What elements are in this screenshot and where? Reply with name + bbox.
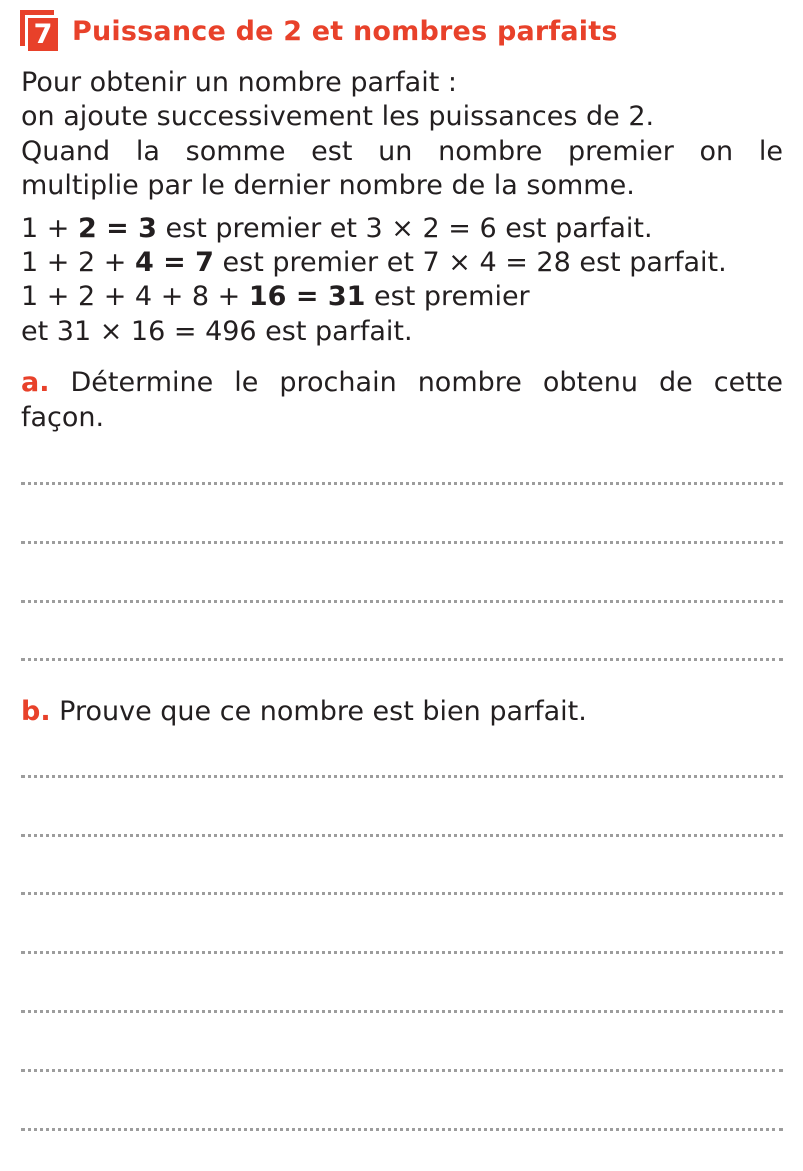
- question-b-text: Prouve que ce nombre est bien parfait.: [50, 696, 587, 727]
- answer-a-line-2[interactable]: [21, 541, 783, 544]
- example-2-end: est premier et 7 × 4 = 28 est parfait.: [213, 247, 727, 278]
- example-3: [21, 280, 783, 315]
- answer-b-line-1[interactable]: [21, 775, 783, 778]
- exercise-number: 7: [25, 15, 58, 51]
- answer-b-line-5[interactable]: [21, 1010, 783, 1013]
- example-2-bold: 4 = 7: [134, 247, 214, 278]
- exercise-number-badge: [20, 10, 60, 52]
- answer-b-line-3[interactable]: [21, 892, 783, 895]
- answer-b-line-2[interactable]: [21, 834, 783, 837]
- intro-line-1: Pour obtenir un nombre parfait :: [21, 67, 457, 98]
- intro-line-3: Quand la somme est un nombre premier on le: [21, 136, 783, 167]
- answer-b-line-4[interactable]: [21, 951, 783, 954]
- intro-line-2: on ajoute successivement les puissances de 2.: [21, 101, 655, 132]
- question-a-label: a.: [21, 367, 50, 398]
- example-2: [21, 246, 783, 281]
- question-b-label: b.: [21, 696, 51, 727]
- example-1: [21, 212, 783, 247]
- example-3-start: 1 + 2 + 4 + 8 +: [21, 281, 249, 312]
- example-3-line-2: et 31 × 16 = 496 est parfait.: [21, 316, 413, 347]
- question-b: [21, 695, 783, 730]
- answer-a-line-1[interactable]: [21, 482, 783, 485]
- answer-b-line-6[interactable]: [21, 1069, 783, 1072]
- question-a-line-2: façon.: [21, 402, 105, 433]
- answer-a-line-4[interactable]: [21, 658, 783, 661]
- example-3-bold: 16 = 31: [248, 281, 366, 312]
- exercise-title: Puissance de 2 et nombres parfaits: [72, 15, 618, 47]
- answer-a-line-3[interactable]: [21, 600, 783, 603]
- example-1-bold: 2 = 3: [77, 213, 157, 244]
- example-3-end: est premier: [365, 281, 530, 312]
- answer-b-line-7[interactable]: [21, 1128, 783, 1131]
- question-a-text: Détermine le prochain nombre obtenu de cette: [49, 367, 783, 398]
- example-2-start: 1 + 2 +: [21, 247, 135, 278]
- exercise-header: [20, 8, 618, 54]
- question-a: [21, 366, 783, 401]
- example-1-end: est premier et 3 × 2 = 6 est parfait.: [156, 213, 653, 244]
- example-1-start: 1 +: [21, 213, 78, 244]
- intro-line-4: multiplie par le dernier nombre de la somme.: [21, 170, 635, 201]
